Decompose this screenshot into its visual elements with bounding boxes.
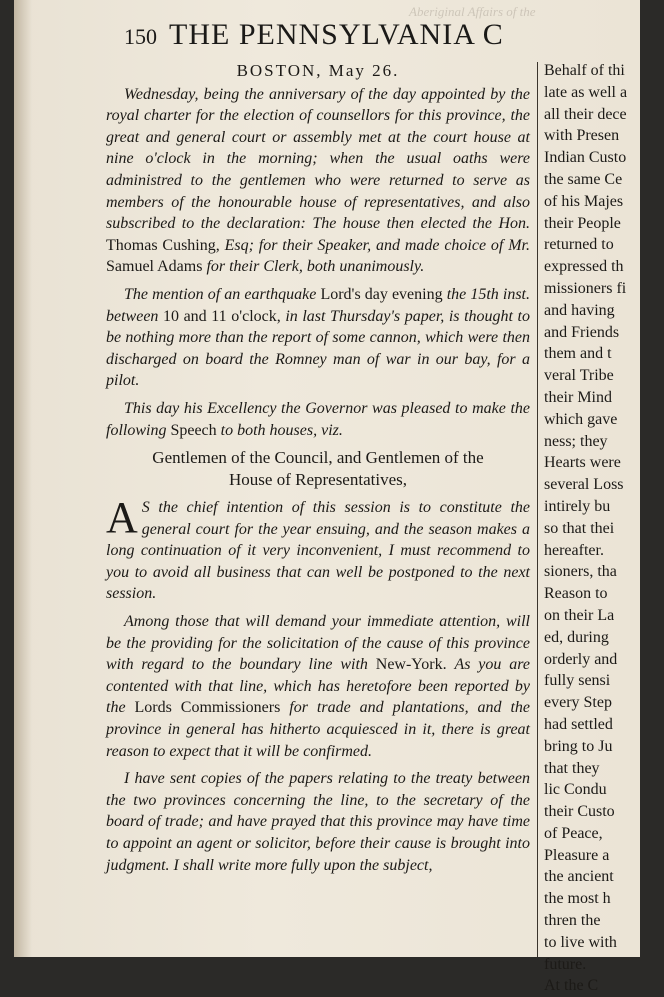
text-run: for their Clerk, both unanimously.: [206, 258, 425, 276]
column-line: orderly and: [544, 650, 618, 668]
page-number: 150: [124, 24, 157, 49]
text-run: the 15th inst. between: [106, 285, 531, 325]
drop-cap: A: [106, 493, 138, 543]
column-line: their People: [544, 214, 621, 232]
column-line: of his Majes: [544, 192, 624, 210]
column-line: lic Condu: [544, 781, 607, 799]
text-run: 10 and 11 o'clock,: [163, 307, 286, 325]
text-run: Wednesday, being the anniversary of the day appointed by the royal charter for the election of counsellors for this province, the great and general court or assembly met at the court house at nine o'clock in the morning; when the usual oaths were administred to the gentlemen who were returned to serve as members of the honourable house of representatives, and also subscribed to the declaration: The house then elected the Hon.: [106, 85, 530, 233]
article-paragraph: [106, 284, 530, 392]
column-line: sioners, tha: [544, 563, 617, 581]
speech-paragraphs: [106, 493, 531, 876]
bleed-through-text: Aberiginal Affairs of the: [409, 4, 536, 19]
column-line: veral Tribe: [544, 367, 614, 385]
text-run: Speech: [170, 421, 221, 439]
column-line: their Custo: [544, 803, 615, 821]
article-paragraph: [106, 398, 530, 441]
text-run: Lords Commissioners: [134, 699, 290, 717]
column-line: future.: [544, 955, 587, 973]
text-run: I have sent copies of the papers relating to the treaty between the two provinces concerning the line, to the secretary of the board of trade; and have prayed that this province may have time to appoint an agent or solicitor, before their cause is brought into judgment. I shall write more fully upon the subject,: [106, 770, 530, 874]
column-line: so that thei: [544, 519, 615, 537]
column-line: hereafter.: [544, 541, 604, 559]
article-paragraph: [106, 493, 530, 605]
column-line: returned to: [544, 236, 614, 254]
column-line: all their dece: [544, 105, 627, 123]
text-run: S the chief intention of this session is to constitute the general court for the year ensuing, and the season makes a long continuation of it very inconvenient, I must recommend to you to avoid all business that can well be postponed to the next session.: [106, 499, 530, 603]
column-line: and Friends: [544, 323, 620, 341]
column-line: Indian Custo: [544, 149, 627, 167]
text-run: in last Thursday's paper, is thought to be nothing more than the report of some cannon, which were then discharged on board the Romney man of war in our bay, for a pilot.: [106, 307, 531, 390]
column-line: and having: [544, 301, 615, 319]
column-line: several Loss: [544, 476, 624, 494]
column-line: that they: [544, 759, 600, 777]
column-line: had settled: [544, 715, 613, 733]
column-line: the ancient: [544, 868, 614, 886]
left-column: [106, 60, 530, 882]
column-line: to live with: [544, 933, 617, 951]
right-column: [544, 60, 664, 997]
column-line: missioners fi: [544, 279, 627, 297]
column-line: the same Ce: [544, 170, 623, 188]
column-line: intirely bu: [544, 497, 611, 515]
column-line: Hearts were: [544, 454, 621, 472]
news-paragraphs: [106, 84, 530, 442]
column-line: their Mind: [544, 388, 612, 406]
speech-heading-line-1: Gentlemen of the Council, and Gentlemen of the: [152, 448, 484, 468]
column-line: ness; they: [544, 432, 608, 450]
article-paragraph: [106, 611, 530, 762]
masthead: [124, 18, 504, 52]
column-line: bring to Ju: [544, 737, 613, 755]
text-run: Lord's day evening: [320, 285, 447, 303]
column-divider: [537, 62, 538, 957]
text-run: Esq; for their Speaker, and made choice of Mr.: [224, 236, 531, 254]
column-line: them and t: [544, 345, 612, 363]
dateline: BOSTON, May 26.: [236, 61, 400, 80]
column-line: of Peace,: [544, 824, 603, 842]
column-line: thren the: [544, 912, 601, 930]
newspaper-title: THE PENNSYLVANIA C: [169, 18, 504, 51]
text-run: to both houses, viz.: [220, 421, 343, 439]
text-run: Samuel Adams: [106, 258, 207, 276]
article-paragraph: [106, 768, 530, 876]
speech-heading: [106, 447, 530, 491]
text-run: New-York.: [375, 656, 455, 674]
column-line: Pleasure a: [544, 846, 610, 864]
column-line: Behalf of thi: [544, 62, 625, 79]
column-line: ed, during: [544, 628, 609, 646]
text-run: This day his Excellency the Governor was pleased to make the following: [106, 399, 530, 439]
column-line: with Presen: [544, 127, 620, 145]
column-line: fully sensi: [544, 672, 611, 690]
column-line: on their La: [544, 606, 615, 624]
newspaper-page: [14, 0, 640, 995]
text-run: The mention of an earthquake: [124, 285, 321, 303]
column-line: At the C: [544, 977, 599, 995]
column-line: Reason to: [544, 585, 608, 603]
column-line: the most h: [544, 890, 611, 908]
column-line: every Step: [544, 694, 612, 712]
text-run: Among those that will demand your immediate attention, will be the providing for the solicitation of the cause of this province with regard to the boundary line with: [106, 613, 530, 674]
text-run: for trade and plantations, and the province in general has hitherto acquiesced in it, there is great reason to expect that it will be confirmed.: [106, 699, 531, 760]
column-line: which gave: [544, 410, 618, 428]
text-run: As you are contented with that line, which has heretofore been reported by the: [106, 656, 530, 717]
speech-heading-line-2: House of Representatives,: [229, 470, 407, 490]
column-line: expressed th: [544, 258, 624, 276]
article-paragraph: [106, 84, 530, 278]
column-line: late as well a: [544, 83, 628, 101]
text-run: Thomas Cushing,: [106, 236, 225, 254]
